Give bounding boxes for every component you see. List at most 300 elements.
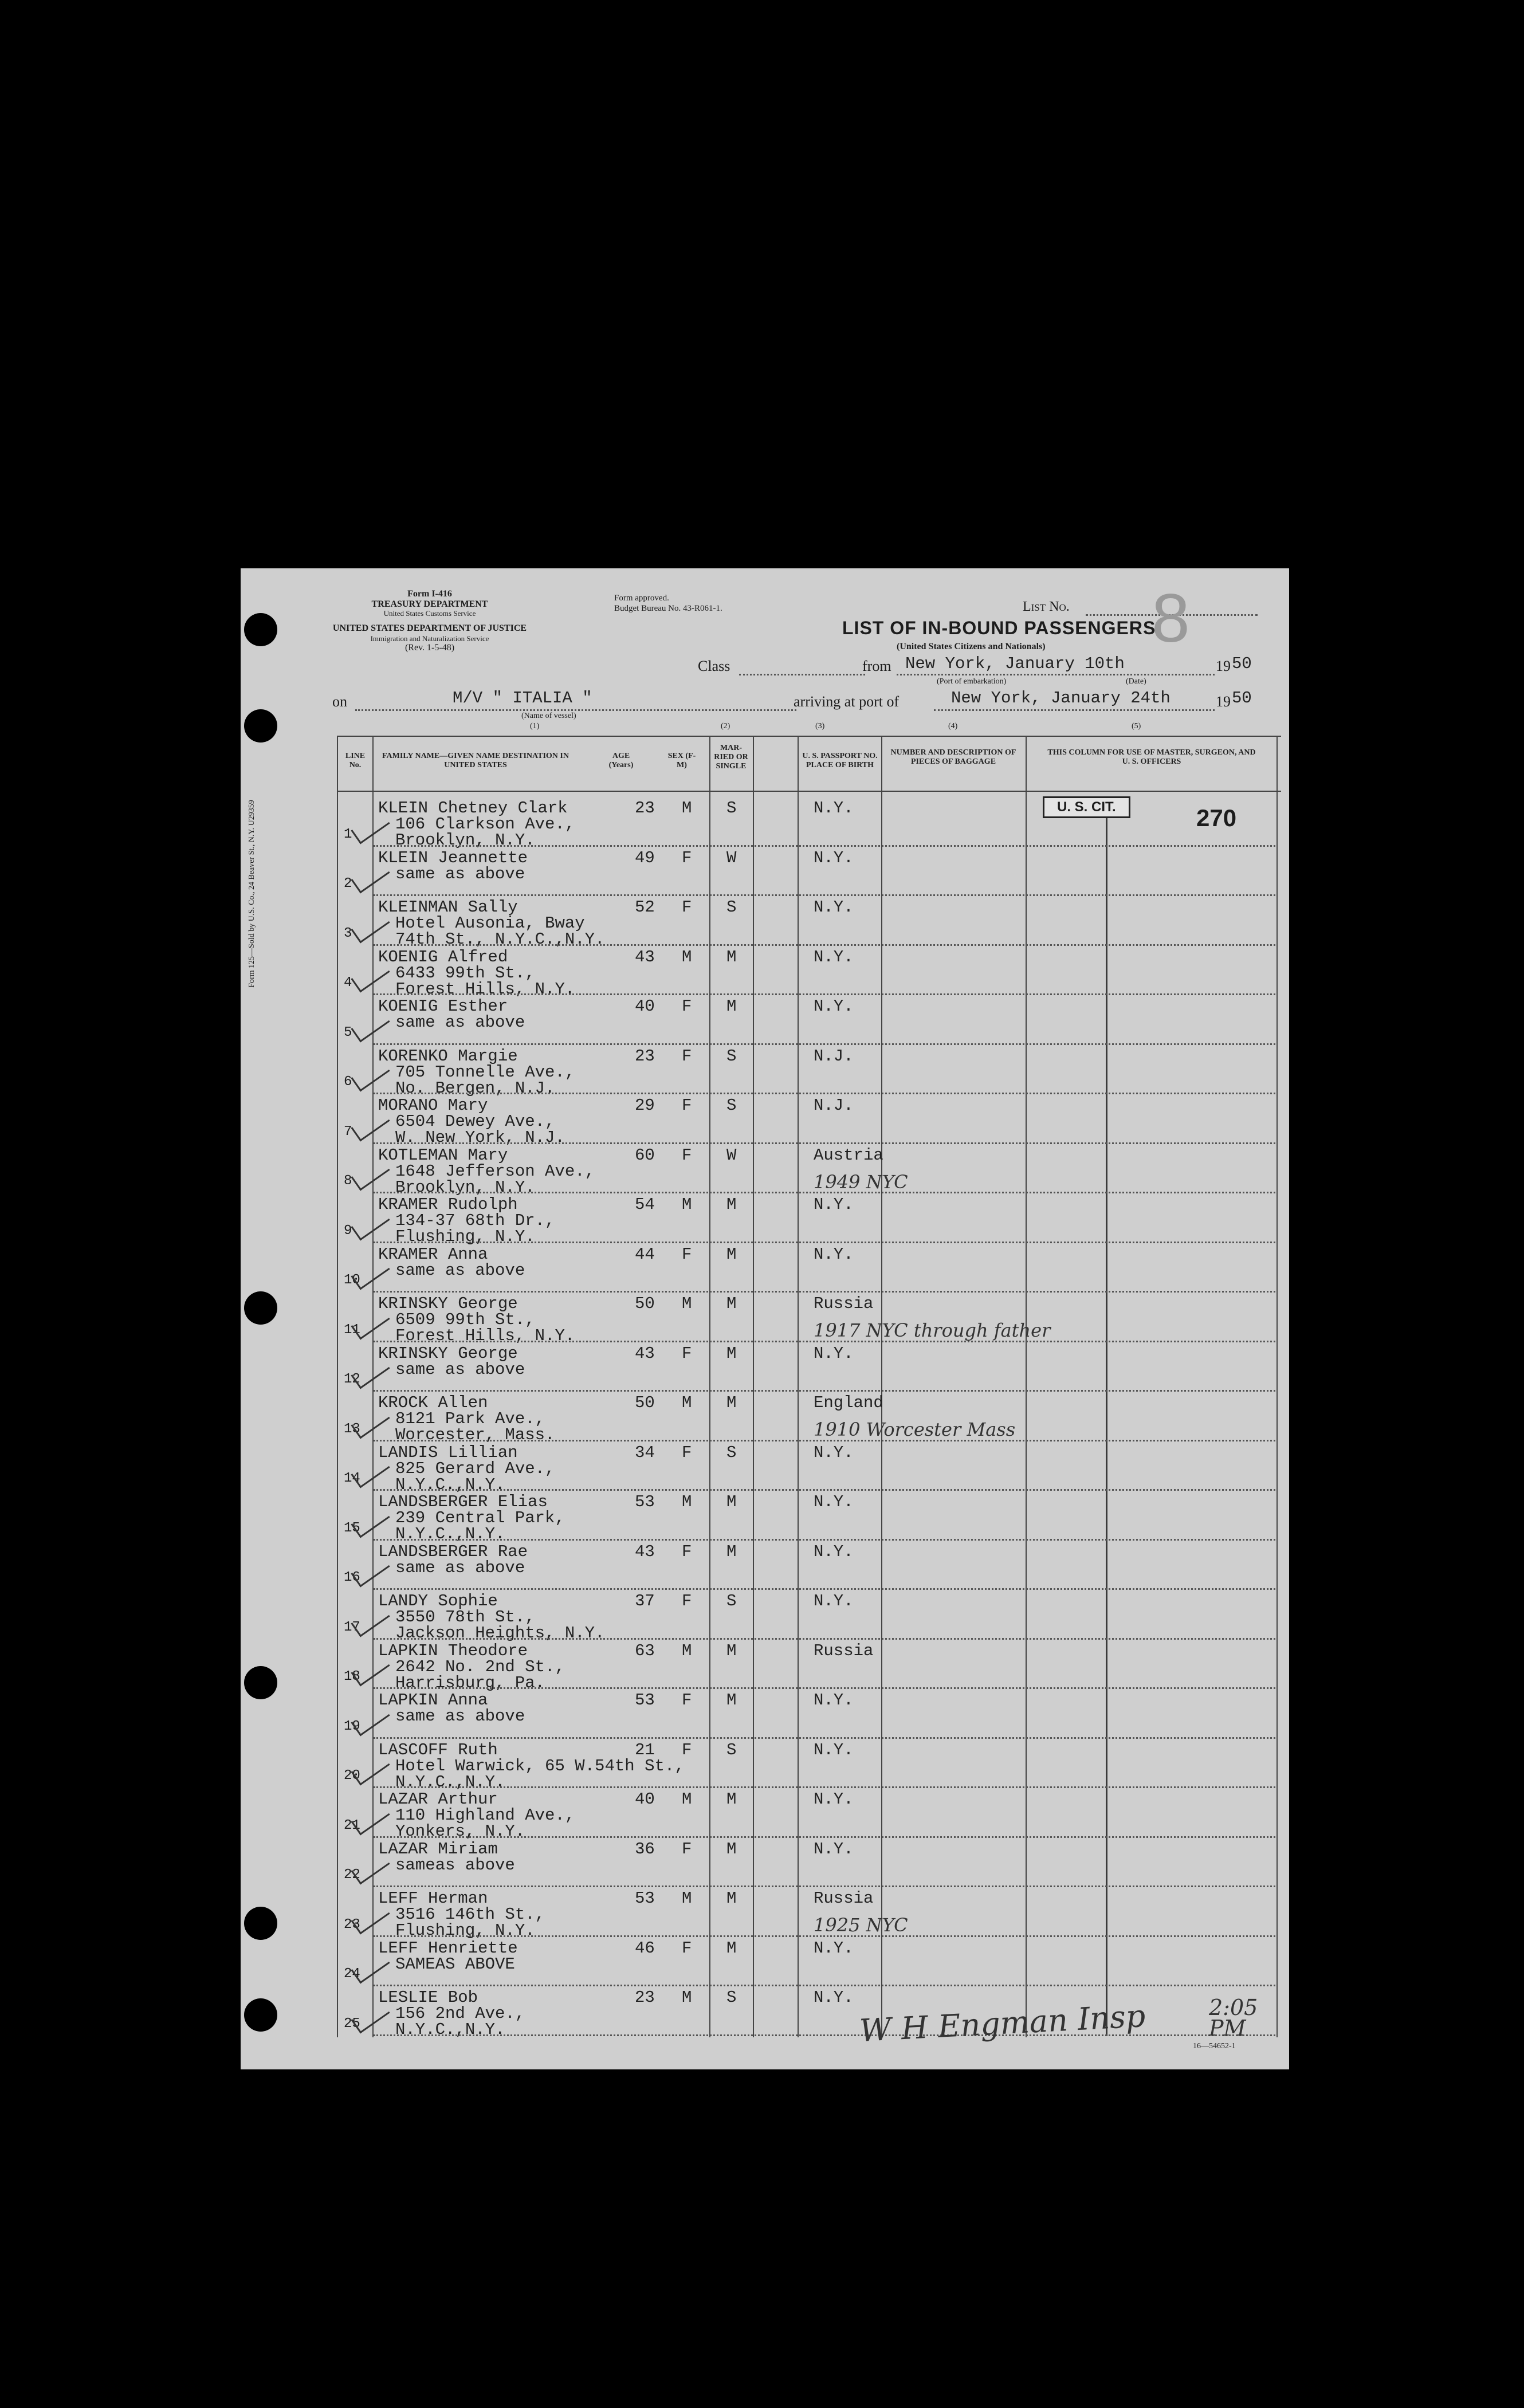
passenger-marital: M [726, 1294, 737, 1313]
line-number: 2 [344, 876, 352, 891]
passenger-birthplace: N.Y. [814, 898, 854, 917]
passenger-age: 53 [635, 1691, 655, 1710]
passenger-birthplace: Austria [814, 1145, 883, 1165]
passenger-sex: F [682, 1344, 692, 1363]
passenger-age: 37 [635, 1592, 655, 1610]
arrive-value: New York, January 24th [951, 689, 1171, 708]
passenger-address-line1: same as above [395, 1013, 525, 1032]
line-number: 3 [344, 925, 352, 941]
table-row [241, 1342, 1289, 1392]
line-number: 5 [344, 1024, 352, 1040]
passenger-sex: M [682, 1294, 692, 1313]
check-mark-icon [351, 1008, 390, 1042]
passenger-age: 43 [635, 947, 655, 967]
passenger-address-line1: 3550 78th St., [395, 1608, 535, 1627]
passenger-birthplace: N.Y. [814, 1344, 854, 1363]
check-mark-icon [351, 1702, 390, 1736]
citizen-stamp: U. S. CIT. [1043, 796, 1130, 818]
passenger-sex: M [682, 799, 692, 818]
passenger-sex: F [682, 1145, 692, 1165]
form-approved: Form approved. [614, 594, 669, 603]
passenger-annotation: 1949 NYC [814, 1170, 908, 1193]
check-mark-icon [351, 1503, 390, 1538]
check-mark-icon [351, 1801, 390, 1835]
passenger-sex: M [682, 1988, 692, 2007]
passenger-age: 23 [635, 1988, 655, 2007]
passenger-name: KRINSKY George [378, 1344, 518, 1363]
vessel-label: (Name of vessel) [521, 712, 576, 720]
passenger-sex: M [682, 1195, 692, 1214]
list-number: 8 [1152, 580, 1190, 657]
passenger-sex: M [682, 947, 692, 967]
col-header-marital: MAR-RIED OR SINGLE [714, 744, 748, 771]
passenger-marital: W [726, 848, 737, 867]
col-header-passport: U. S. PASSPORT NO. PLACE OF BIRTH [802, 752, 878, 769]
passenger-birthplace: N.Y. [814, 1443, 854, 1462]
line-number: 18 [344, 1669, 360, 1684]
from-value: New York, January 10th [905, 654, 1125, 673]
passenger-marital: M [726, 1790, 737, 1809]
table-row [241, 1936, 1289, 1986]
passenger-address-line1: 134-37 68th Dr., [395, 1211, 555, 1230]
passenger-age: 23 [635, 1046, 655, 1066]
passenger-marital: M [726, 1641, 737, 1660]
check-mark-icon [351, 1950, 390, 1984]
passenger-sex: F [682, 1096, 692, 1115]
passenger-name: KORENKO Margie [378, 1046, 518, 1066]
passenger-address-line2: N.Y.C.,N.Y. [395, 2020, 505, 2039]
passenger-address-line1: 156 2nd Ave., [395, 2004, 525, 2023]
check-mark-icon [351, 859, 390, 894]
line-number: 6 [344, 1074, 352, 1090]
passenger-sex: M [682, 1790, 692, 1809]
col-header-officers: THIS COLUMN FOR USE OF MASTER, SURGEON, AND U. S. OFFICERS [1047, 748, 1256, 766]
passenger-name: KLEIN Jeannette [378, 848, 528, 867]
passenger-age: 21 [635, 1740, 655, 1759]
passenger-marital: M [726, 1691, 737, 1710]
passenger-sex: F [682, 1839, 692, 1859]
line-number: 16 [344, 1570, 360, 1585]
passenger-name: LANDIS Lillian [378, 1443, 518, 1462]
line-number: 24 [344, 1966, 360, 1982]
passenger-age: 43 [635, 1542, 655, 1561]
passenger-age: 53 [635, 1889, 655, 1908]
port-embark-label: (Port of embarkation) [937, 677, 1007, 686]
line-number: 1 [344, 826, 352, 842]
passenger-birthplace: Russia [814, 1294, 874, 1313]
page-title: LIST OF IN-BOUND PASSENGERS [842, 618, 1156, 638]
passenger-address-line1: SAMEAS ABOVE [395, 1954, 515, 1974]
passenger-name: KLEINMAN Sally [378, 898, 518, 917]
inspector-signature: W H Engman Insp [858, 1997, 1146, 2049]
form-number: Form I-416 [407, 589, 452, 599]
binder-hole [244, 709, 277, 743]
passenger-age: 49 [635, 848, 655, 867]
passenger-age: 29 [635, 1096, 655, 1115]
passenger-age: 53 [635, 1492, 655, 1511]
passenger-marital: M [726, 1839, 737, 1859]
arriving-label: arriving at port of [794, 693, 900, 710]
passenger-name: KLEIN Chetney Clark [378, 799, 568, 818]
line-number: 20 [344, 1768, 360, 1784]
check-mark-icon [351, 1454, 390, 1488]
check-mark-icon [351, 1751, 390, 1786]
passenger-address-line2: W. New York, N.J. [395, 1128, 565, 1147]
passenger-age: 23 [635, 799, 655, 818]
ins-service: Immigration and Naturalization Service [370, 634, 489, 643]
line-number: 15 [344, 1520, 360, 1536]
passenger-address-line2: Flushing, N.Y. [395, 1227, 535, 1246]
passenger-name: MORANO Mary [378, 1096, 488, 1115]
passenger-address-line2: Yonkers, N.Y. [395, 1822, 525, 1841]
table-row [241, 1243, 1289, 1293]
table-row [241, 796, 1289, 850]
passenger-age: 44 [635, 1244, 655, 1264]
passenger-address-line1: 6509 99th St., [395, 1310, 535, 1329]
passenger-address-line1: 825 Gerard Ave., [395, 1459, 555, 1478]
check-mark-icon [351, 959, 390, 993]
passenger-address-line1: 239 Central Park, [395, 1509, 565, 1527]
passenger-marital: S [726, 898, 737, 917]
passenger-marital: M [726, 1344, 737, 1363]
passenger-birthplace: N.Y. [814, 799, 854, 818]
passenger-birthplace: N.J. [814, 1046, 854, 1066]
passenger-name: LANDY Sophie [378, 1592, 498, 1610]
col-num-2: (2) [721, 722, 730, 730]
treasury-dept: TREASURY DEPARTMENT [371, 599, 488, 609]
passenger-sex: F [682, 1938, 692, 1958]
passenger-marital: M [726, 1195, 737, 1214]
check-mark-icon [351, 1851, 390, 1885]
passenger-marital: S [726, 1046, 737, 1066]
check-mark-icon [351, 1305, 390, 1339]
passenger-sex: F [682, 848, 692, 867]
passenger-birthplace: N.Y. [814, 1592, 854, 1610]
passenger-address-line2: Harrisburg, Pa. [395, 1673, 545, 1692]
class-label: Class [698, 658, 730, 674]
col-header-sex: SEX (F-M) [667, 752, 696, 769]
passenger-marital: S [726, 1443, 737, 1462]
year-prefix-1: 19 [1216, 658, 1231, 674]
col-header-baggage: NUMBER AND DESCRIPTION OF PIECES OF BAGGAGE [890, 748, 1016, 766]
passenger-address-line2: Brooklyn, N.Y. [395, 831, 535, 850]
table-row [241, 1044, 1289, 1098]
passenger-sex: M [682, 1393, 692, 1412]
check-mark-icon [351, 1058, 390, 1092]
passenger-sex: F [682, 898, 692, 917]
passenger-birthplace: N.Y. [814, 1244, 854, 1264]
line-number: 7 [344, 1124, 352, 1140]
passenger-address-line2: N.Y.C.,N.Y. [395, 1772, 505, 1792]
line-number: 21 [344, 1817, 360, 1833]
manifest-sheet [241, 568, 1289, 2069]
passenger-address-line1: 3516 146th St., [395, 1905, 545, 1924]
on-label: on [332, 693, 347, 710]
passenger-marital: S [726, 1096, 737, 1115]
passenger-name: KRAMER Rudolph [378, 1195, 518, 1214]
line-number: 4 [344, 975, 352, 991]
check-mark-icon [351, 1652, 390, 1687]
class-line [739, 674, 865, 675]
table-row [241, 1738, 1289, 1792]
passenger-marital: M [726, 1542, 737, 1561]
table-row [241, 1688, 1289, 1738]
passenger-annotation: 1917 NYC through father [814, 1319, 1051, 1341]
passenger-sex: F [682, 1740, 692, 1759]
check-mark-icon [351, 1107, 390, 1141]
passenger-birthplace: Russia [814, 1641, 874, 1660]
table-row [241, 1887, 1289, 1940]
from-label: from [862, 658, 891, 674]
passenger-name: LEFF Herman [378, 1889, 488, 1908]
passenger-name: KRAMER Anna [378, 1244, 488, 1264]
passenger-name: LASCOFF Ruth [378, 1740, 498, 1759]
passenger-name: KROCK Allen [378, 1393, 488, 1412]
check-mark-icon [351, 810, 390, 844]
passenger-sex: F [682, 997, 692, 1016]
passenger-address-line1: same as above [395, 1360, 525, 1379]
check-mark-icon [351, 1256, 390, 1290]
col-header-age: AGE (Years) [608, 752, 634, 769]
passenger-birthplace: N.Y. [814, 947, 854, 967]
passenger-marital: M [726, 1492, 737, 1511]
table-header-border [337, 791, 1281, 792]
passenger-annotation: 1910 Worcester Mass [814, 1419, 1016, 1440]
budget-bureau: Budget Bureau No. 43-R061-1. [614, 604, 722, 613]
page-subtitle: (United States Citizens and Nationals) [897, 642, 1046, 651]
passenger-address-line1: 110 Highland Ave., [395, 1806, 575, 1825]
check-mark-icon [351, 1553, 390, 1588]
col-header-line: LINE No. [345, 752, 366, 769]
passenger-sex: F [682, 1046, 692, 1066]
year-prefix-2: 19 [1216, 693, 1231, 710]
passenger-age: 50 [635, 1294, 655, 1313]
passenger-marital: M [726, 947, 737, 967]
passenger-marital: W [726, 1145, 737, 1165]
passenger-address-line1: 8121 Park Ave., [395, 1409, 545, 1428]
passenger-age: 46 [635, 1938, 655, 1958]
passenger-address-line1: Hotel Ausonia, Bway [395, 914, 585, 933]
check-mark-icon [351, 1404, 390, 1439]
passenger-marital: S [726, 1988, 737, 2007]
side-printer-text: Form 125—Sold by U.S. Co., 24 Beaver St., N.Y. U29359 [248, 800, 256, 988]
passenger-address-line1: sameas above [395, 1855, 515, 1875]
passenger-marital: M [726, 1393, 737, 1412]
table-row [241, 1639, 1289, 1692]
passenger-address-line1: 6504 Dewey Ave., [395, 1112, 555, 1131]
passenger-sex: M [682, 1641, 692, 1660]
table-row [241, 895, 1289, 949]
year-2: 50 [1232, 689, 1252, 708]
check-mark-icon [351, 1206, 390, 1240]
passenger-name: LAZAR Miriam [378, 1839, 498, 1859]
passenger-address-line1: 1648 Jefferson Ave., [395, 1161, 595, 1181]
passenger-age: 34 [635, 1443, 655, 1462]
table-row [241, 1292, 1289, 1345]
passenger-birthplace: N.Y. [814, 1839, 854, 1859]
passenger-marital: S [726, 1740, 737, 1759]
passenger-age: 52 [635, 898, 655, 917]
row-separator [374, 2034, 1275, 2036]
passenger-address-line1: 6433 99th St., [395, 963, 535, 983]
passenger-name: KOTLEMAN Mary [378, 1145, 508, 1165]
from-line [897, 674, 1215, 675]
passenger-age: 40 [635, 1790, 655, 1809]
signature-time: 2:05 PM [1209, 1995, 1258, 2041]
passenger-birthplace: N.Y. [814, 848, 854, 867]
passenger-birthplace: N.Y. [814, 1691, 854, 1710]
passenger-name: LANDSBERGER Elias [378, 1492, 548, 1511]
passenger-marital: M [726, 1244, 737, 1264]
passenger-sex: F [682, 1542, 692, 1561]
table-row [241, 1441, 1289, 1494]
col-num-3: (3) [815, 722, 825, 730]
check-mark-icon [351, 1999, 390, 2033]
table-row [241, 1490, 1289, 1543]
passenger-address-line1: Hotel Warwick, 65 W.54th St., [395, 1756, 685, 1775]
line-number: 19 [344, 1718, 360, 1734]
passenger-birthplace: N.Y. [814, 1195, 854, 1214]
passenger-count: 270 [1196, 804, 1237, 831]
year-1: 50 [1232, 654, 1252, 673]
passenger-annotation: 1925 NYC [814, 1914, 908, 1936]
passenger-address-line2: Forest Hills, N.Y. [395, 1326, 575, 1345]
passenger-address-line2: N.Y.C.,N.Y. [395, 1475, 505, 1494]
passenger-birthplace: N.Y. [814, 1542, 854, 1561]
footer-code: 16—54652-1 [1193, 2042, 1236, 2050]
passenger-address-line1: same as above [395, 1707, 525, 1726]
passenger-address-line1: 106 Clarkson Ave., [395, 815, 575, 834]
table-row [241, 1144, 1289, 1197]
check-mark-icon [351, 909, 390, 943]
check-mark-icon [351, 1900, 390, 1934]
passenger-age: 63 [635, 1641, 655, 1660]
passenger-birthplace: N.Y. [814, 1740, 854, 1759]
table-row [241, 995, 1289, 1044]
passenger-address-line1: same as above [395, 1260, 525, 1280]
passenger-address-line2: N.Y.C.,N.Y. [395, 1525, 505, 1543]
line-number: 10 [344, 1272, 360, 1288]
passenger-name: LANDSBERGER Rae [378, 1542, 528, 1561]
line-number: 9 [344, 1223, 352, 1239]
passenger-birthplace: England [814, 1393, 883, 1412]
passenger-address-line2: No. Bergen, N.J. [395, 1078, 555, 1098]
passenger-birthplace: Russia [814, 1889, 874, 1908]
check-mark-icon [351, 1157, 390, 1191]
passenger-marital: M [726, 1889, 737, 1908]
passenger-name: LEFF Henriette [378, 1938, 518, 1958]
passenger-name: LAPKIN Anna [378, 1691, 488, 1710]
passenger-address-line2: Forest Hills, N.Y. [395, 979, 575, 999]
vessel-name: M/V " ITALIA " [453, 689, 592, 708]
passenger-address-line2: 74th St., N.Y.C.,N.Y. [395, 930, 605, 949]
passenger-marital: M [726, 1938, 737, 1958]
table-row [241, 1094, 1289, 1147]
line-number: 14 [344, 1471, 360, 1486]
passenger-marital: S [726, 799, 737, 818]
list-no-label: List No. [1023, 599, 1070, 614]
line-number: 13 [344, 1421, 360, 1437]
line-number: 11 [344, 1322, 360, 1338]
passenger-address-line1: 2642 No. 2nd St., [395, 1657, 565, 1676]
passenger-birthplace: N.Y. [814, 1790, 854, 1809]
passenger-sex: F [682, 1691, 692, 1710]
passenger-address-line1: same as above [395, 1558, 525, 1577]
passenger-sex: F [682, 1443, 692, 1462]
check-mark-icon [351, 1602, 390, 1637]
check-mark-icon [351, 1355, 390, 1389]
table-row [241, 1193, 1289, 1246]
passenger-age: 50 [635, 1393, 655, 1412]
passenger-birthplace: N.Y. [814, 1938, 854, 1958]
col-num-5: (5) [1132, 722, 1141, 730]
col-num-1: (1) [530, 722, 540, 730]
passenger-age: 40 [635, 997, 655, 1016]
passenger-name: LAZAR Arthur [378, 1790, 498, 1809]
passenger-address-line2: Jackson Heights, N.Y. [395, 1624, 605, 1643]
customs-service: United States Customs Service [383, 609, 476, 618]
table-row [241, 1589, 1289, 1643]
passenger-address-line2: Brooklyn, N.Y. [395, 1177, 535, 1197]
passenger-address-line2: Worcester, Mass. [395, 1425, 555, 1444]
line-number: 22 [344, 1867, 360, 1883]
passenger-sex: M [682, 1889, 692, 1908]
passenger-birthplace: N.J. [814, 1096, 854, 1115]
passenger-name: LAPKIN Theodore [378, 1641, 528, 1660]
passenger-age: 60 [635, 1145, 655, 1165]
passenger-birthplace: N.Y. [814, 997, 854, 1016]
line-number: 25 [344, 2016, 360, 2032]
passenger-name: KOENIG Alfred [378, 947, 508, 967]
passenger-name: KOENIG Esther [378, 997, 508, 1016]
passenger-name: KRINSKY George [378, 1294, 518, 1313]
table-row [241, 846, 1289, 896]
passenger-address-line2: Flushing, N.Y. [395, 1921, 535, 1940]
passenger-address-line1: same as above [395, 864, 525, 883]
passenger-marital: M [726, 997, 737, 1016]
table-top-border [337, 736, 1281, 737]
revision: (Rev. 1-5-48) [404, 643, 455, 653]
line-number: 17 [344, 1619, 360, 1635]
arrive-line [934, 709, 1215, 711]
passenger-age: 54 [635, 1195, 655, 1214]
passenger-sex: M [682, 1492, 692, 1511]
passenger-name: LESLIE Bob [378, 1988, 478, 2007]
passenger-birthplace: N.Y. [814, 1492, 854, 1511]
col-header-name: FAMILY NAME—GIVEN NAME DESTINATION IN UNITED STATES [382, 752, 569, 769]
col-num-4: (4) [948, 722, 958, 730]
passenger-sex: F [682, 1244, 692, 1264]
passenger-age: 43 [635, 1344, 655, 1363]
date-label: (Date) [1126, 677, 1146, 686]
table-row [241, 1788, 1289, 1841]
line-number: 23 [344, 1916, 360, 1932]
passenger-sex: F [682, 1592, 692, 1610]
line-number: 8 [344, 1173, 352, 1189]
justice-dept: UNITED STATES DEPARTMENT OF JUSTICE [332, 623, 527, 633]
table-row [241, 945, 1289, 999]
vessel-line [355, 709, 796, 711]
line-number: 12 [344, 1372, 360, 1387]
passenger-address-line1: 705 Tonnelle Ave., [395, 1062, 575, 1082]
passenger-age: 36 [635, 1839, 655, 1859]
table-row [241, 1391, 1289, 1444]
table-row [241, 1837, 1289, 1887]
binder-hole [244, 613, 277, 646]
passenger-marital: S [726, 1592, 737, 1610]
table-row [241, 1540, 1289, 1590]
passenger-birthplace: N.Y. [814, 1988, 854, 2007]
